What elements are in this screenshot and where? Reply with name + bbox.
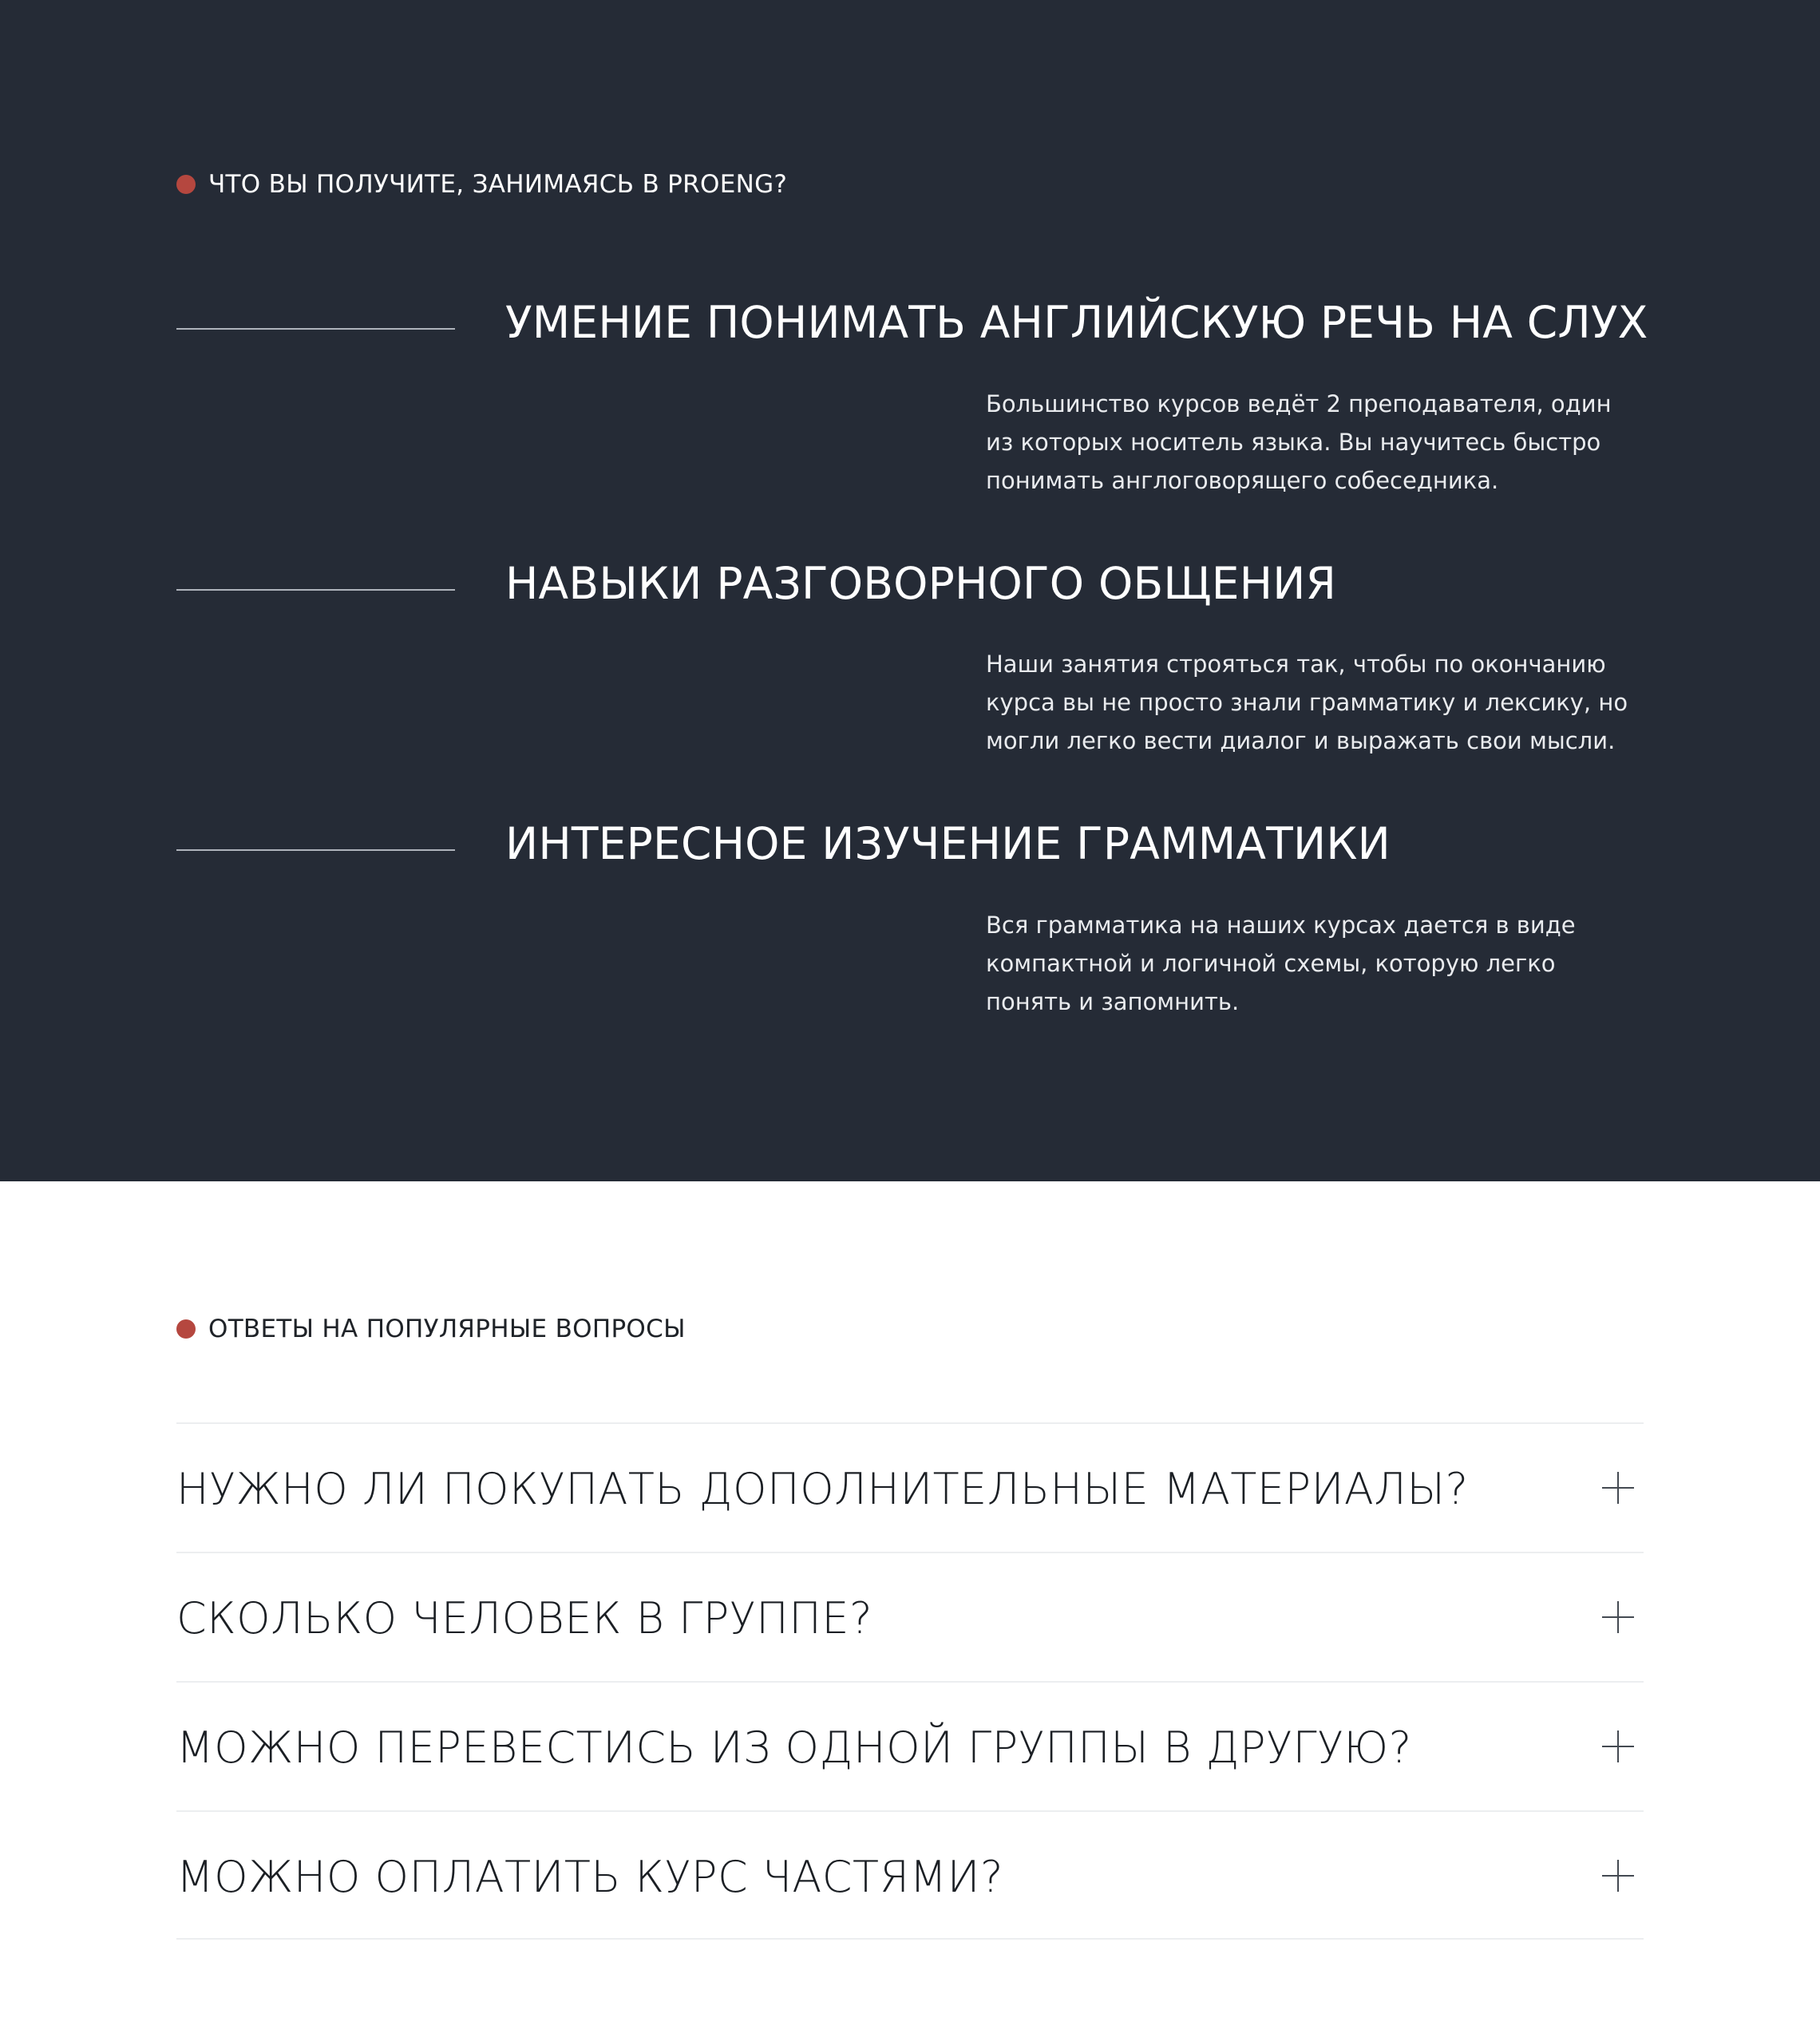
faq-item-installments[interactable] [176,1810,1644,1940]
plus-icon[interactable] [1602,1472,1634,1504]
benefit-title: УМЕНИЕ ПОНИМАТЬ АНГЛИЙСКУЮ РЕЧЬ НА СЛУХ [505,297,1648,348]
faq-accordion [176,1422,1644,1940]
faq-question: МОЖНО ОПЛАТИТЬ КУРС ЧАСТЯМИ? [176,1852,1004,1902]
benefit-title: ИНТЕРЕСНОЕ ИЗУЧЕНИЕ ГРАММАТИКИ [505,818,1391,869]
plus-icon[interactable] [1602,1601,1634,1633]
faq-item-group-size[interactable] [176,1552,1644,1681]
benefit-description: Вся грамматика на наших курсах дается в виде компактной и логичной схемы, которую легко понять и запомнить. [986,912,1576,1015]
benefit-title: НАВЫКИ РАЗГОВОРНОГО ОБЩЕНИЯ [505,558,1337,609]
faq-label-text: ОТВЕТЫ НА ПОПУЛЯРНЫЕ ВОПРОСЫ [208,1315,686,1343]
faq-question: МОЖНО ПЕРЕВЕСТИСЬ ИЗ ОДНОЙ ГРУППЫ В ДРУГУЮ? [176,1723,1412,1773]
benefit-description: Большинство курсов ведёт 2 преподавателя, один из которых носитель языка. Вы научитесь быстро понимать англоговорящего собеседника. [986,390,1612,494]
benefit-divider [176,328,455,330]
faq-item-group-transfer[interactable] [176,1681,1644,1810]
faq-question: НУЖНО ЛИ ПОКУПАТЬ ДОПОЛНИТЕЛЬНЫЕ МАТЕРИАЛЫ? [176,1464,1469,1514]
benefits-section-label [176,170,787,199]
benefit-divider [176,849,455,851]
faq-section [0,1181,1820,2037]
faq-section-label [176,1315,686,1343]
benefits-label-text: ЧТО ВЫ ПОЛУЧИТЕ, ЗАНИМАЯСЬ В PROENG? [208,170,788,199]
faq-question: СКОЛЬКО ЧЕЛОВЕК В ГРУППЕ? [176,1593,873,1643]
plus-icon[interactable] [1602,1860,1634,1892]
accent-dot-icon [176,1319,196,1339]
benefit-divider [176,589,455,591]
accent-dot-icon [176,175,196,194]
benefit-description: Наши занятия строяться так, чтобы по окончанию курса вы не просто знали грамматику и лексику, но могли легко вести диалог и выражать свои мысли. [986,651,1628,754]
faq-item-materials[interactable] [176,1422,1644,1552]
plus-icon[interactable] [1602,1730,1634,1762]
